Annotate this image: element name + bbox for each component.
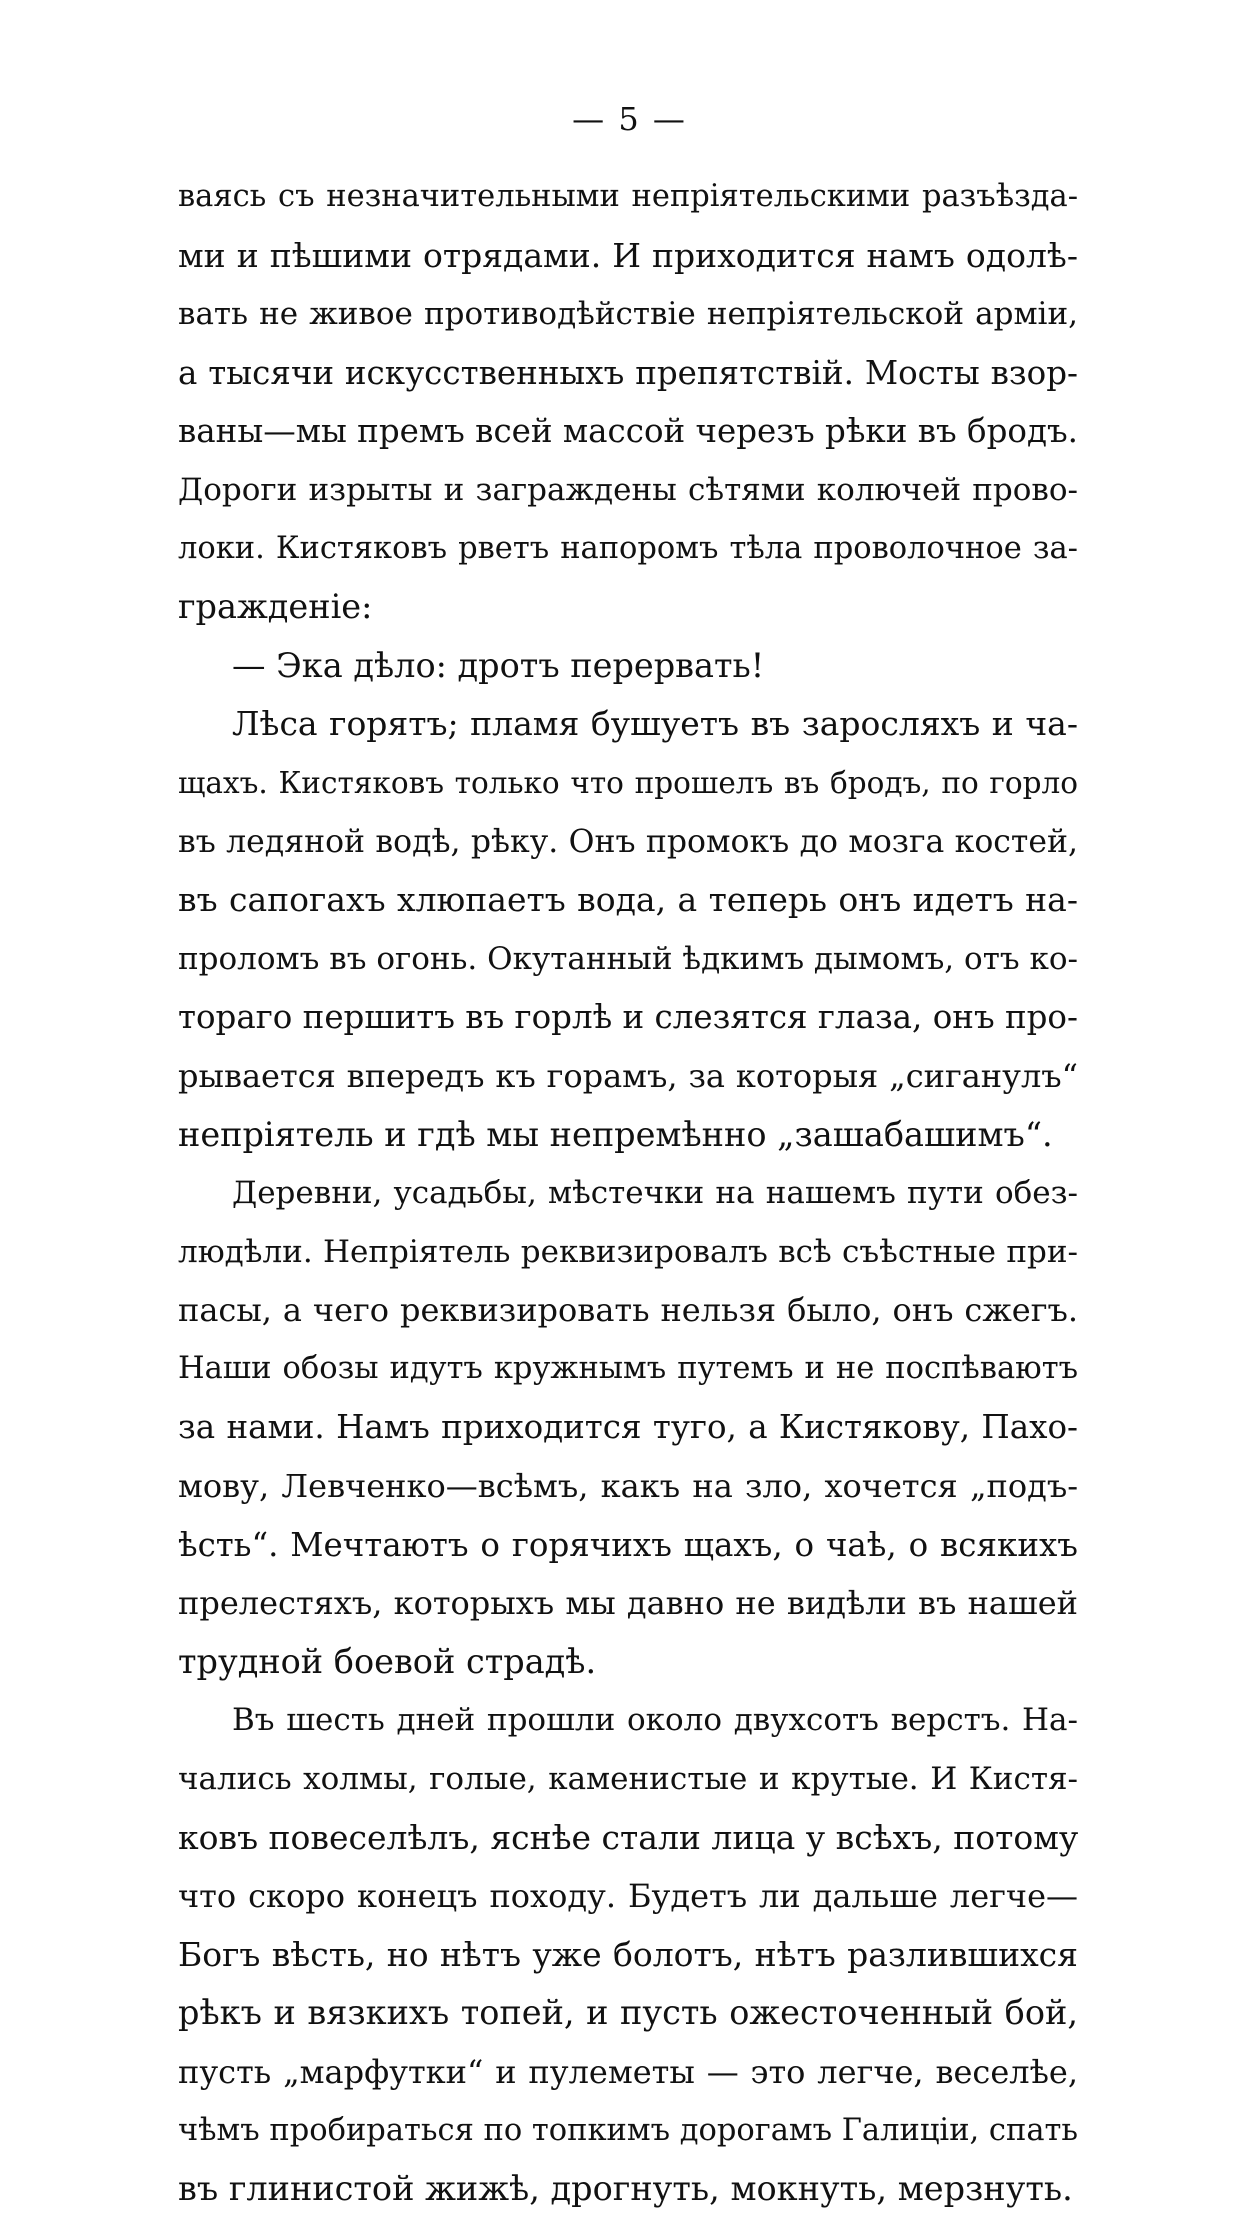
text-line: прелестяхъ, которыхъ мы давно не видѣли въ нашей xyxy=(178,1584,1078,1623)
text-line: а тысячи искусственныхъ препятствій. Мосты взор- xyxy=(178,353,1078,392)
text-line: пасы, а чего реквизировать нельзя было, онъ сжегъ. xyxy=(178,1291,1078,1330)
text-line: чѣмъ пробираться по топкимъ дорогамъ Галиціи, спать xyxy=(178,2112,1078,2148)
text-line: ваясь съ незначительными непріятельскими разъѣзда- xyxy=(178,179,1078,214)
text-line: мову, Левченко—всѣмъ, какъ на зло, хочется „подъ- xyxy=(178,1467,1078,1506)
text-line: Наши обозы идутъ кружнымъ путемъ и не поспѣваютъ xyxy=(178,1350,1078,1386)
text-line: Лѣса горятъ; пламя бушуетъ въ заросляхъ и ча- xyxy=(232,704,1078,744)
text-line: рѣкъ и вязкихъ топей, и пусть ожесточенный бой, xyxy=(178,1993,1078,2033)
text-line: гражденіе: xyxy=(178,587,373,627)
text-line: Богъ вѣсть, но нѣтъ уже болотъ, нѣтъ разлившихся xyxy=(178,1934,1078,1974)
text-line: людѣли. Непріятель реквизировалъ всѣ съѣстные при- xyxy=(178,1233,1078,1270)
text-line: трудной боевой страдѣ. xyxy=(178,1641,597,1681)
page-number: — 5 — xyxy=(572,100,687,138)
text-line: чались холмы, голые, каменистые и крутые. И Кистя- xyxy=(178,1761,1078,1798)
text-line: ми и пѣшими отрядами. И приходится намъ одолѣ- xyxy=(178,235,1078,275)
text-line: Деревни, усадьбы, мѣстечки на нашемъ пути обез- xyxy=(232,1175,1078,1212)
text-line: щахъ. Кистяковъ только что прошелъ въ бродъ, по горло xyxy=(178,765,1078,800)
text-line: за нами. Намъ приходится туго, а Кистякову, Пахо- xyxy=(178,1408,1078,1447)
text-line: въ ледяной водѣ, рѣку. Онъ промокъ до мозга костей, xyxy=(178,823,1078,860)
text-line: ковъ повеселѣлъ, яснѣе стали лица у всѣхъ, потому xyxy=(178,1817,1079,1857)
text-line: непріятель и гдѣ мы непремѣнно „зашабашимъ“. xyxy=(178,1114,1053,1154)
text-line: — Эка дѣло: дротъ перервать! xyxy=(232,645,765,685)
text-line: пусть „марфутки“ и пулеметы — это легче, веселѣе, xyxy=(178,2053,1078,2091)
text-line: что скоро конецъ походу. Будетъ ли дальше легче— xyxy=(178,1877,1078,1916)
text-line: рывается впередъ къ горамъ, за которыя „сиганулъ“ xyxy=(178,1056,1078,1095)
text-line: ваны—мы премъ всей массой черезъ рѣки въ бродъ. xyxy=(178,412,1078,451)
text-line: въ глинистой жижѣ, дрогнуть, мокнуть, мерзнуть. xyxy=(178,2169,1073,2209)
text-line: ѣсть“. Мечтаютъ о горячихъ щахъ, о чаѣ, о всякихъ xyxy=(178,1525,1078,1564)
text-line: проломъ въ огонь. Окутанный ѣдкимъ дымомъ, отъ ко- xyxy=(178,940,1078,977)
text-line: вать не живое противодѣйствіе непріятельской арміи, xyxy=(178,296,1078,333)
text-line: Въ шесть дней прошли около двухсотъ верстъ. На- xyxy=(232,1702,1078,1739)
text-line: тораго першитъ въ горлѣ и слезятся глаза, онъ про- xyxy=(178,998,1078,1037)
text-line: въ сапогахъ хлюпаетъ вода, а теперь онъ идетъ на- xyxy=(178,880,1078,920)
body-text xyxy=(178,168,1078,2219)
text-line: Дороги изрыты и заграждены сѣтями колючей прово- xyxy=(178,471,1078,508)
text-line: локи. Кистяковъ рветъ напоромъ тѣла проволочное за- xyxy=(178,530,1078,566)
